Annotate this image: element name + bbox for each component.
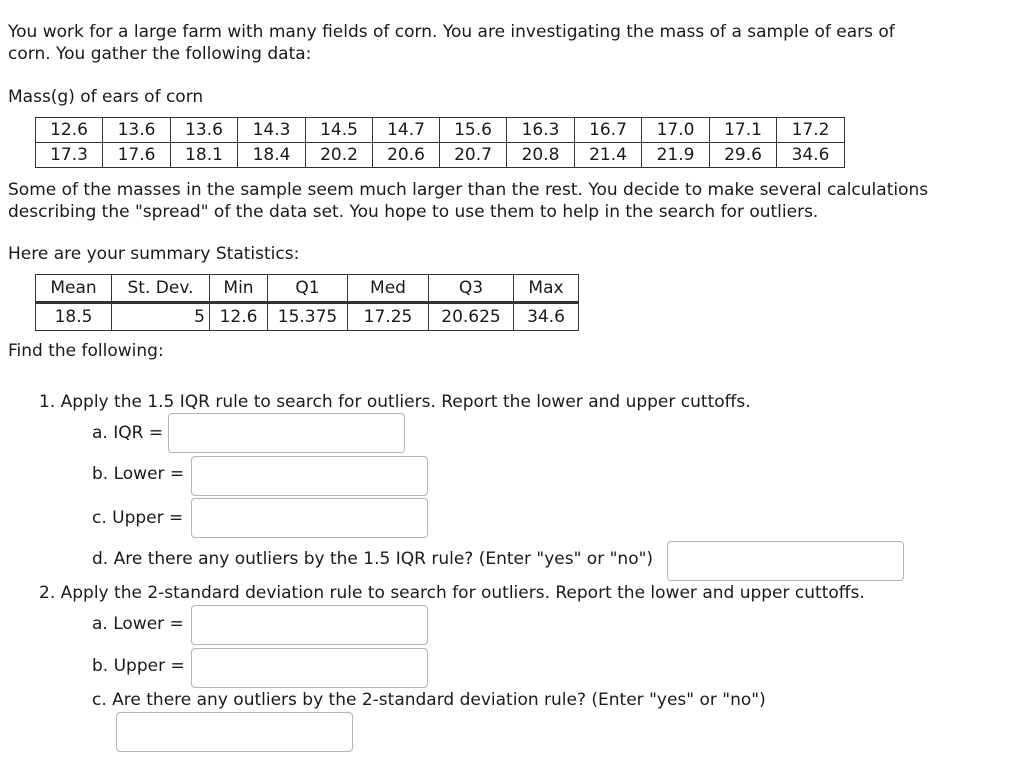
stats-header-cell: Q3	[429, 275, 514, 303]
iqr-lower-input[interactable]	[191, 456, 428, 496]
stats-value-cell: 34.6	[514, 303, 579, 331]
stats-header-cell: St. Dev.	[112, 275, 210, 303]
summary-stats-table	[35, 274, 579, 331]
iqr-outliers-input[interactable]	[667, 541, 904, 581]
question-1c-label: c. Upper =	[92, 508, 184, 528]
mass-cell: 17.2	[777, 118, 845, 143]
intro-line-2: corn. You gather the following data:	[8, 44, 312, 64]
stats-value-cell: 12.6	[210, 303, 268, 331]
stats-value-cell: 18.5	[36, 303, 112, 331]
mass-cell: 16.7	[575, 118, 642, 143]
mass-cell: 13.6	[103, 118, 171, 143]
mass-cell: 29.6	[710, 143, 777, 168]
mass-cell: 18.1	[171, 143, 238, 168]
paragraph-2-line-2: describing the "spread" of the data set. You hope to use them to help in the search for outliers.	[8, 202, 819, 222]
question-2b-label: b. Upper =	[92, 656, 185, 676]
summary-heading: Here are your summary Statistics:	[8, 244, 300, 264]
mass-cell: 13.6	[171, 118, 238, 143]
question-1b-label: b. Lower =	[92, 464, 185, 484]
stats-header-cell: Min	[210, 275, 268, 303]
mass-cell: 15.6	[440, 118, 507, 143]
mass-cell: 17.1	[710, 118, 777, 143]
question-1a-label: a. IQR =	[92, 423, 164, 443]
mass-cell: 17.0	[642, 118, 710, 143]
mass-cell: 20.6	[373, 143, 440, 168]
stats-header-cell: Mean	[36, 275, 112, 303]
sd-lower-input[interactable]	[191, 605, 428, 645]
question-2a-label: a. Lower =	[92, 614, 184, 634]
mass-cell: 12.6	[36, 118, 103, 143]
sd-upper-input[interactable]	[191, 648, 428, 688]
mass-cell: 21.4	[575, 143, 642, 168]
mass-row	[36, 118, 845, 143]
question-2: 2. Apply the 2-standard deviation rule to search for outliers. Report the lower and upper cuttoffs.	[39, 583, 865, 603]
find-following: Find the following:	[8, 341, 164, 361]
question-1: 1. Apply the 1.5 IQR rule to search for outliers. Report the lower and upper cuttoffs.	[39, 392, 751, 412]
intro-line-1: You work for a large farm with many fields of corn. You are investigating the mass of a sample of ears of	[8, 22, 895, 42]
sd-outliers-input[interactable]	[116, 712, 353, 752]
mass-cell: 20.8	[507, 143, 575, 168]
stats-value-cell: 20.625	[429, 303, 514, 331]
stats-value-cell: 17.25	[348, 303, 429, 331]
mass-cell: 16.3	[507, 118, 575, 143]
table-caption: Mass(g) of ears of corn	[8, 87, 204, 107]
stats-value-cell: 5	[112, 303, 210, 331]
mass-cell: 14.5	[306, 118, 373, 143]
mass-row	[36, 143, 845, 168]
iqr-upper-input[interactable]	[191, 498, 428, 538]
mass-cell: 14.3	[238, 118, 306, 143]
question-2c-label: c. Are there any outliers by the 2-standard deviation rule? (Enter "yes" or "no")	[92, 690, 766, 710]
stats-header-cell: Med	[348, 275, 429, 303]
mass-cell: 17.6	[103, 143, 171, 168]
mass-cell: 34.6	[777, 143, 845, 168]
mass-cell: 14.7	[373, 118, 440, 143]
mass-cell: 21.9	[642, 143, 710, 168]
stats-header-cell: Q1	[268, 275, 348, 303]
paragraph-2-line-1: Some of the masses in the sample seem much larger than the rest. You decide to make several calculations	[8, 180, 929, 200]
stats-value-cell: 15.375	[268, 303, 348, 331]
iqr-input[interactable]	[168, 413, 405, 453]
mass-cell: 20.2	[306, 143, 373, 168]
question-1d-label: d. Are there any outliers by the 1.5 IQR rule? (Enter "yes" or "no")	[92, 549, 654, 569]
mass-cell: 18.4	[238, 143, 306, 168]
mass-data-table	[35, 117, 845, 168]
stats-header-cell: Max	[514, 275, 579, 303]
mass-cell: 17.3	[36, 143, 103, 168]
mass-cell: 20.7	[440, 143, 507, 168]
